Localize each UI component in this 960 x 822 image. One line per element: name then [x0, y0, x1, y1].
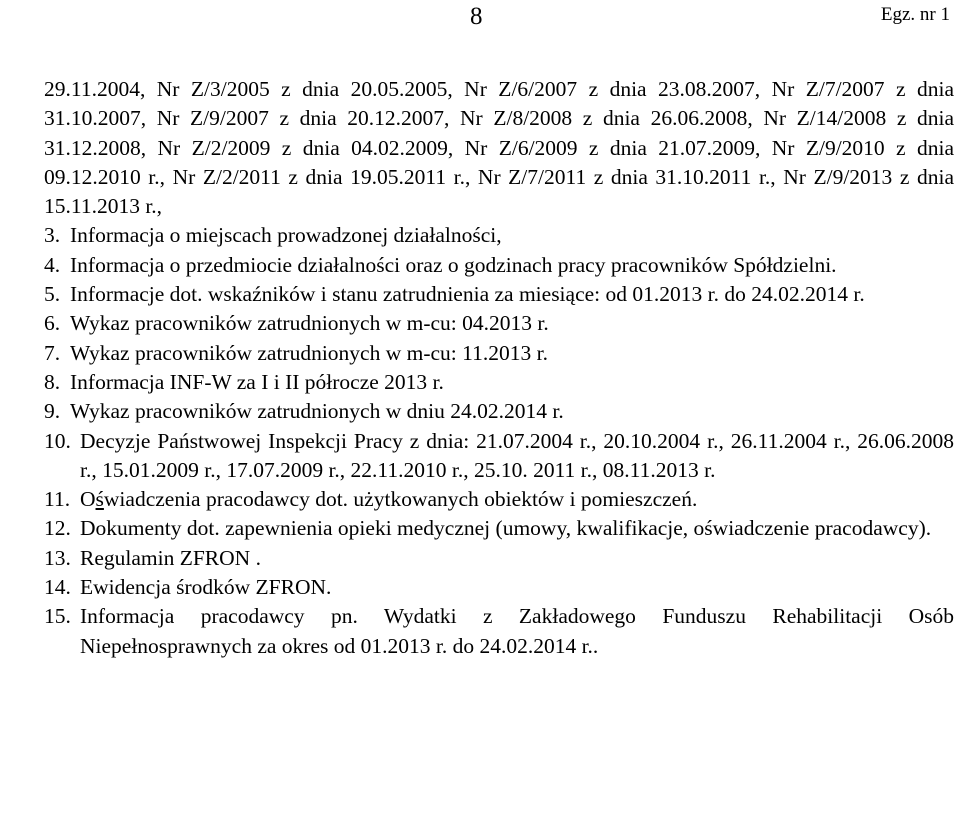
- list-item-text: Dokumenty dot. zapewnienia opieki medycznej (umowy, kwalifikacje, oświadczenie pracodawcy).: [80, 516, 932, 541]
- list-item-number: 10.: [44, 428, 71, 453]
- list-item-10: [44, 427, 954, 486]
- list-item-13: [44, 544, 954, 573]
- page-number: 8: [470, 3, 483, 30]
- list-item-text: Wykaz pracowników zatrudnionych w dniu 24.02.2014 r.: [70, 399, 564, 424]
- list-item-3: [44, 221, 954, 250]
- list-item-number: 8.: [44, 369, 61, 394]
- list-item-4: [44, 251, 954, 280]
- list-item-number: 4.: [44, 252, 61, 277]
- list-item-text: Informacja o miejscach prowadzonej działalności,: [70, 223, 502, 248]
- list-item-text: Informacja o przedmiocie działalności oraz o godzinach pracy pracowników Spółdzielni.: [70, 252, 837, 277]
- list-item-14: [44, 573, 954, 602]
- list-item-number: 15.: [44, 604, 71, 629]
- list-item-text-start: O: [80, 487, 96, 512]
- list-item-number: 12.: [44, 516, 71, 541]
- list-item-text: Informacja INF-W za I i II półrocze 2013 r.: [70, 369, 444, 394]
- list-item-text: [80, 485, 954, 514]
- list-item-9: [44, 397, 954, 426]
- list-item-number: 14.: [44, 575, 71, 600]
- list-item-15: [44, 602, 954, 661]
- list-item-text: Informacja pracodawcy pn. Wydatki z Zakładowego Funduszu Rehabilitacji Osób Niepełnosprawnych za okres od 01.2013 r. do 24.02.2014 r..: [80, 604, 954, 658]
- list-item-number: 11.: [44, 487, 71, 512]
- list-item-text: Ewidencja środków ZFRON.: [80, 575, 332, 600]
- list-item-12: [44, 514, 954, 543]
- list-item-8: [44, 368, 954, 397]
- list-item-text: Regulamin ZFRON .: [80, 545, 261, 570]
- list-item-6: [44, 309, 954, 338]
- list-item-number: 6.: [44, 311, 61, 336]
- list-item-number: 13.: [44, 545, 71, 570]
- list-item-number: 7.: [44, 340, 61, 365]
- list-item-text: Wykaz pracowników zatrudnionych w m-cu: 04.2013 r.: [70, 311, 549, 336]
- list-item-text: Decyzje Państwowej Inspekcji Pracy z dnia: 21.07.2004 r., 20.10.2004 r., 26.11.2004 r., 26.06.2008 r., 15.01.2009 r., 17.07.2009 r., 22.11.2010 r., 25.10. 2011 r., 08.11.2013 r.: [80, 428, 954, 482]
- intro-paragraph: 29.11.2004, Nr Z/3/2005 z dnia 20.05.2005, Nr Z/6/2007 z dnia 23.08.2007, Nr Z/7/2007 z dnia 31.10.2007, Nr Z/9/2007 z dnia 20.12.2007, Nr Z/8/2008 z dnia 26.06.2008, Nr Z/14/2008 z dnia 31.12.2008, Nr Z/2/2009 z dnia 04.02.2009, Nr Z/6/2009 z dnia 21.07.2009, Nr Z/9/2010 z dnia 09.12.2010 r., Nr Z/2/2011 z dnia 19.05.2011 r., Nr Z/7/2011 z dnia 31.10.2011 r., Nr Z/9/2013 z dnia 15.11.2013 r.,: [44, 77, 954, 219]
- list-item-text: Wykaz pracowników zatrudnionych w m-cu: 11.2013 r.: [70, 340, 548, 365]
- list-item-text: Informacje dot. wskaźników i stanu zatrudnienia za miesiące: od 01.2013 r. do 24.02.2014 r.: [70, 282, 865, 307]
- list-item-5: [44, 280, 954, 309]
- list-item-number: 5.: [44, 282, 61, 307]
- list-item-11: [44, 485, 954, 514]
- list-item-text-rest: wiadczenia pracodawcy dot. użytkowanych obiektów i pomieszczeń.: [103, 487, 698, 512]
- list-item-number: 9.: [44, 399, 61, 424]
- copy-label: Egz. nr 1: [880, 4, 950, 25]
- document-body: [44, 75, 954, 661]
- list-item-number: 3.: [44, 223, 61, 248]
- list-item-text-underlined: ś: [95, 487, 104, 512]
- list-item-7: [44, 339, 954, 368]
